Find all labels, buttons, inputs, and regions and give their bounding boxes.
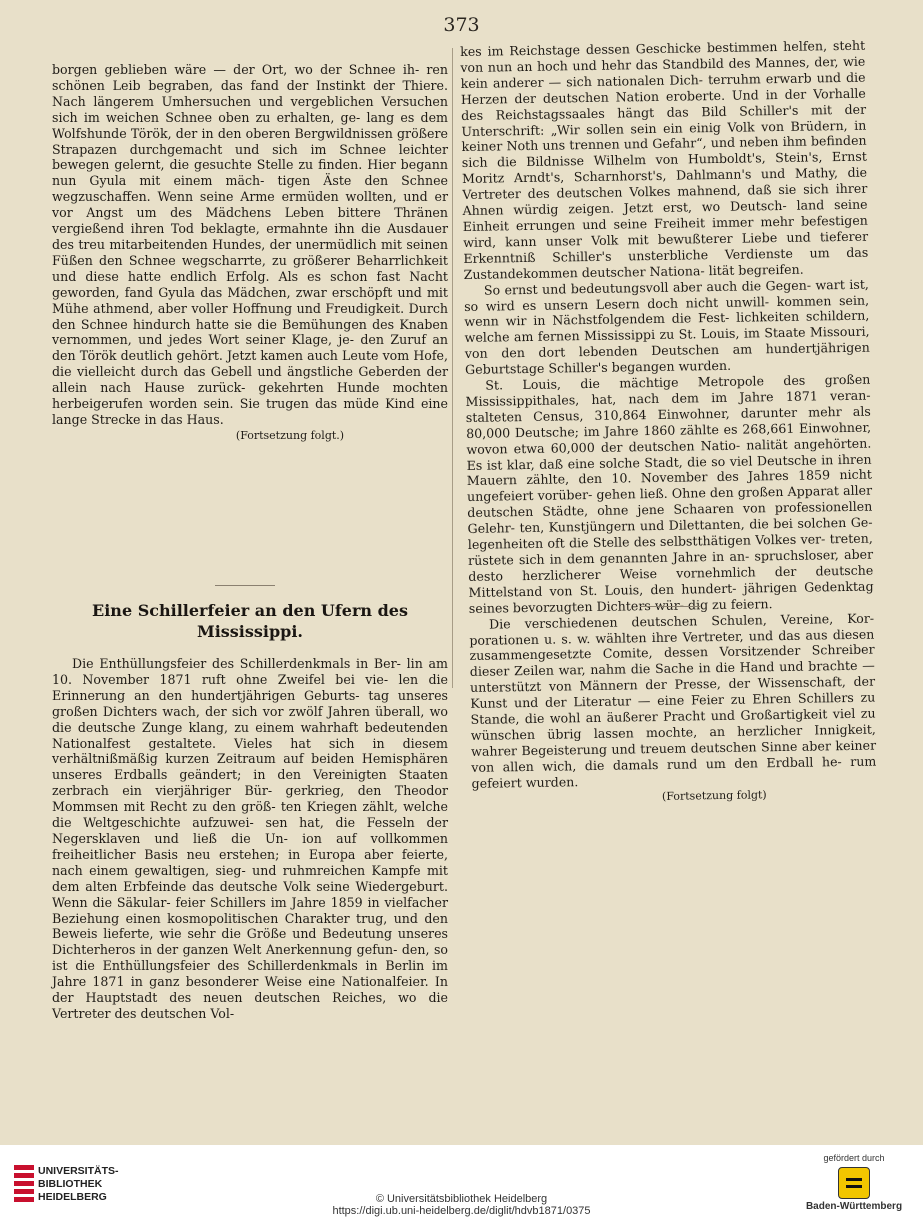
left-column-top bbox=[52, 62, 448, 444]
funding-logo[interactable] bbox=[799, 1153, 909, 1212]
section-rule-right bbox=[640, 606, 700, 607]
section-rule-left bbox=[215, 585, 275, 586]
article-heading bbox=[52, 600, 448, 642]
footer-bar bbox=[0, 1145, 923, 1217]
article-paragraph-2: kes im Reichstage dessen Geschicke bestimmen helfen, steht von nun an hoch und hehr das Standbild des Mannes, der, wie kein anderer — sich nationalen Dich- terruhm erwarb und die Herzen der deutschen Nation eroberte. Und in der Vorhalle des Reichstagssaales hängt das Bild Schiller's mit der Unterschrift: „Wir sollen sein ein einig Volk von Brüdern, in keiner Noth uns trennen und Gefahr“, und neben ihm befinden sich die Bildnisse Wilhelm von Humboldt's, Stein's, Ernst Moritz Arndt's, Scharnhorst's, Dahlmann's und Mathy, die Vertreter des deutschen Volkes mahnend, daß sie sich ihrer Ahnen würdig zeigen. Jetzt erst, wo Deutsch- land seine Einheit errungen und seine Freiheit immer mehr befestigen wird, kann unser Volk mit bewußterer Liebe und tieferer Erkenntniß Schiller's unsterbliche Verdienste um das Zustandekommen deutscher Nationa- lität begreifen. bbox=[460, 37, 869, 282]
funded-by-label: gefördert durch bbox=[823, 1153, 885, 1163]
article-paragraph-4: St. Louis, die mächtige Metropole des großen Mississippithales, hat, nach dem im Jahre 1871 veran- stalteten Census, 310,864 Einwohner, darunter mehr als 80,000 Deutsche; im Jahre 1860 zählte es 268,661 Einwohner, wovon etwa 60,000 der deutschen Natio- nalität angehörten. Es ist klar, daß eine solche Stadt, die so viel Deutsche in ihren Mauern zählte, den 10. November des Jahres 1859 nicht ungefeiert vorüber- gehen ließ. Ohne den großen Apparat aller deutschen Städte, ohne jene Schaaren von professionellen Gelehr- ten, Kunstjüngern und Dilettanten, die bei solchen Ge- legenheiten oft die Stelle des selbstthätigen Volkes ver- treten, rüstete sich in dem genannten Jahre in an- spruchsloser, aber desto herzlicherer Weise vornehmlich der deutsche Mittelstand von St. Louis, den hundert- jährigen Gedenktag seines bevorzugten Dichters wür- dig zu feiern. bbox=[465, 371, 874, 616]
right-column bbox=[460, 38, 877, 808]
continuation-note-right: (Fortsetzung folgt) bbox=[661, 787, 767, 803]
left-column-bottom bbox=[52, 656, 448, 1022]
coat-of-arms-icon bbox=[838, 1167, 870, 1199]
article-heading-line2: Mississippi. bbox=[197, 622, 303, 641]
article-paragraph-1: Die Enthüllungsfeier des Schillerdenkmals in Ber- lin am 10. November 1871 ruft ohne Zweifel bei vie- len die Erinnerung an den hundertjährigen Geburts- tag unseres großen Dichters wach, der sich vor zwölf Jahren überall, wo die deutsche Zunge klang, zu einem wahrhaft bedeutenden Nationalfest gestaltete. Vieles hat sich in diesem verhältnißmäßig kurzen Zeitraum auf beiden Hemisphären unseres Erdballs geändert; in den Vereinigten Staaten zerbrach ein vierjähriger Bür- gerkrieg, den Theodor Mommsen mit Recht zu den größ- ten Kriegen zählt, welche die Weltgeschichte aufzuwei- sen hat, die Fesseln der Negersklaven und ließ die Un- ion auf vollkommen freiheitlicher Basis neu erstehen; in Europa aber feierte, nach einem gewaltigen, sieg- und ruhmreichen Kampfe mit dem alten Erbfeinde das deutsche Volk seine Wiedergeburt. Wenn die Säkular- feier Schillers im Jahre 1859 in vielfacher Beziehung einen kosmopolitischen Charakter trug, und den Beweis lieferte, wie sehr die Größe und Bedeutung unseres Dichterheros in der ganzen Welt Anerkennung gefun- den, so ist die Enthüllungsfeier des Schillerdenkmals in Berlin im Jahre 1871 in ganz besonderer Weise eine Nationalfeier. In der Hauptstadt des neuen deutschen Reiches, wo die Vertreter des deutschen Vol- bbox=[52, 656, 448, 1021]
article-paragraph-3: So ernst und bedeutungsvoll aber auch die Gegen- wart ist, so wird es unsern Lesern doch nicht unwill- kommen sein, wenn wir in Nächstfolgendem die Fest- lichkeiten schildern, welche am fernen Mississippi zu St. Louis, im Staate Missouri, von den dort lebenden Deutschen am hundertjährigen Geburtstage Schiller's begangen wurden. bbox=[463, 276, 870, 378]
copyright-text: © Universitätsbibliothek Heidelberg bbox=[375, 1193, 548, 1205]
article-heading-line1: Eine Schillerfeier an den Ufern des bbox=[92, 601, 408, 620]
page-number: 373 bbox=[443, 14, 480, 36]
funder-name: Baden-Württemberg bbox=[805, 1201, 903, 1212]
continuation-note-left: (Fortsetzung folgt.) bbox=[235, 428, 345, 442]
column-divider bbox=[452, 48, 453, 688]
source-url-link[interactable]: https://digi.ub.uni-heidelberg.de/diglit/hdvb1871/0375 bbox=[332, 1205, 591, 1217]
library-name: UNIVERSITÄTS- BIBLIOTHEK HEIDELBERG bbox=[38, 1165, 119, 1203]
article-paragraph-5: Die verschiedenen deutschen Schulen, Vereine, Kor- porationen u. s. w. wählten ihre Vertreter, und das aus diesen zusammengesetzte Comite, dessen Vorsitzender Schreiber dieser Zeilen war, nahm die Sache in die Hand und brachte — unterstützt von Männern der Presse, der Wissenschaft, der Kunst und der Literatur — eine Feier zu Ehren Schillers zu Stande, die wohl an äußerer Pracht und Großartigkeit viel zu wünschen übrig lassen mochte, an herzlicher Innigkeit, wahrer Begeisterung und treuem deutschen Sinne aber keiner von allen wich, die damals rund um den Erdball he- rum gefeiert wurden. bbox=[469, 610, 877, 791]
story-ending-paragraph: borgen geblieben wäre — der Ort, wo der Schnee ih- ren schönen Leib begraben, das fand der Instinkt der Thiere. Nach längerem Umhersuchen und vergeblichen Versuchen sich im weichen Schnee oben zu erhalten, ge- lang es dem Wolfshunde Török, der in den oberen Bergwildnissen größere Strapazen durchgemacht und sich im Schnee leichter bewegen gelernt, die gesuchte Stelle zu finden. Hier begann nun Gyula mit einem mäch- tigen Äste den Schnee wegzuschaffen. Wenn seine Arme ermüden wollten, und er vor Angst um des Mädchens Leben bittere Thränen vergießend ihren Tod beklagte, ermahnte ihn die Ausdauer des treu mitarbeitenden Hundes, der unermüdlich mit seinen Füßen den Schnee wegscharrte, zu größerer Beharrlichkeit und diese hatte endlich Erfolg. Als es schon fast Nacht geworden, fand Gyula das Mädchen, zwar erschöpft und mit Mühe athmend, aber voller Hoffnung und Freudigkeit. Durch den Schnee hindurch hatte sie die Bemühungen des Knaben vernommen, und jedes Wort seiner Klage, je- den Zuruf an den Török deutlich gehört. Jetzt kamen auch Leute vom Hofe, die vielleicht durch das Gebell und ängstliche Geberden der allein nach Hause zurück- gekehrten Hunde mochten herbeigerufen worden sein. Sie trugen das müde Kind eine lange Strecke in das Haus. bbox=[52, 62, 448, 427]
